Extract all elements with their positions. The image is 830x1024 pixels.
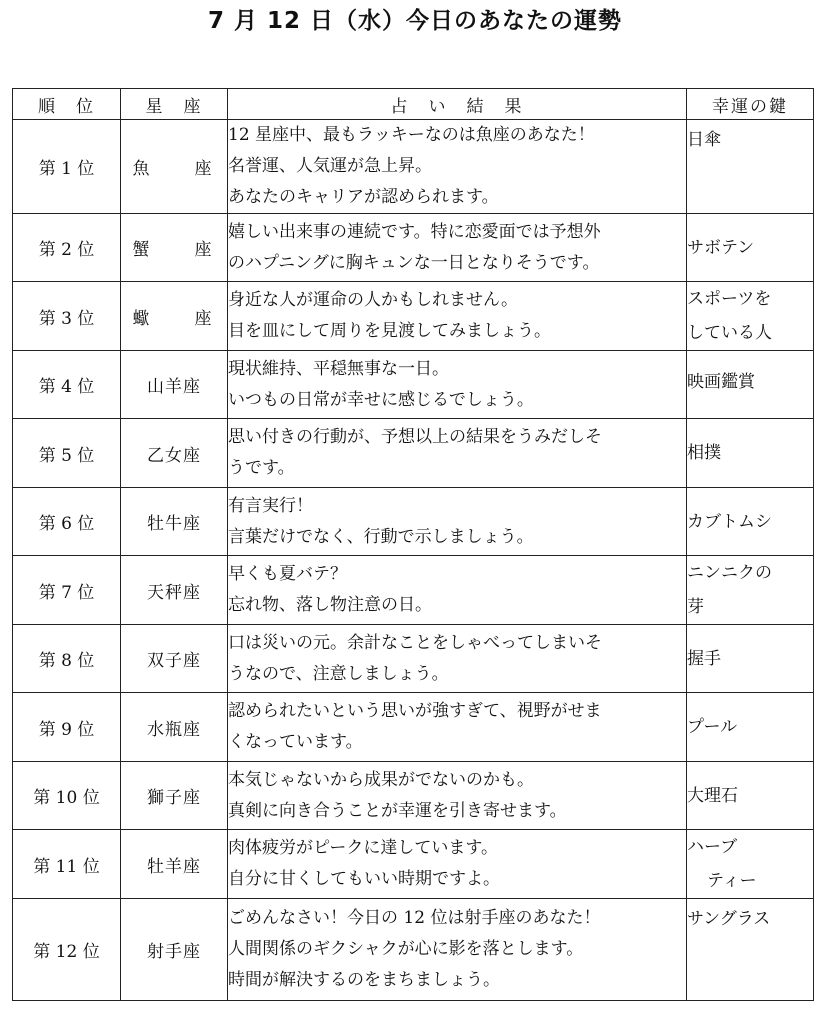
result-cell [228, 419, 687, 488]
result-line: いつもの日常が幸せに感じるでしょう。 [228, 389, 534, 410]
table-header-row [13, 89, 814, 120]
rank-cell: 第 10 位 [13, 762, 121, 830]
result-cell [228, 693, 687, 762]
sign-cell: 獅子座 [121, 762, 228, 830]
rank-cell: 第 12 位 [13, 899, 121, 1001]
table-row [13, 556, 814, 625]
table-row [13, 899, 814, 1001]
lucky-key: 映画鑑賞 [687, 372, 755, 392]
rank-cell: 第 5 位 [13, 419, 121, 488]
result-cell [228, 282, 687, 351]
table-row [13, 625, 814, 693]
result-line: 時間が解決するのをまちましょう。 [228, 970, 500, 990]
result-line: 本気じゃないから成果がでないのかも。 [228, 769, 534, 790]
lucky-key: している人 [687, 323, 772, 343]
lucky-key-cell [687, 419, 814, 488]
sign-cell: 蠍 座 [121, 282, 228, 351]
lucky-key: サボテン [687, 237, 755, 258]
sign-cell: 牡牛座 [121, 488, 228, 556]
result-cell [228, 899, 687, 1001]
sign-cell: 魚 座 [121, 120, 228, 214]
result-line: 現状維持、平穏無事な一日。 [228, 358, 449, 379]
result-line: うです。 [228, 458, 295, 478]
page-title: 7 月 12 日（水）今日のあなたの運勢 [207, 8, 623, 34]
rank-cell: 第 4 位 [13, 351, 121, 419]
rank-cell: 第 8 位 [13, 625, 121, 693]
result-line: 忘れ物、落し物注意の日。 [228, 595, 432, 615]
rank-cell: 第 1 位 [13, 120, 121, 214]
result-line: 言葉だけでなく、行動で示しましょう。 [228, 526, 534, 547]
sign-cell: 射手座 [121, 899, 228, 1001]
result-line: 認められたいという思いが強すぎて、視野がせま [228, 701, 602, 721]
result-cell [228, 625, 687, 693]
lucky-key-cell [687, 556, 814, 625]
sign-cell: 双子座 [121, 625, 228, 693]
result-line: うなので、注意しましょう。 [228, 663, 449, 684]
rank-cell: 第 3 位 [13, 282, 121, 351]
lucky-key-cell [687, 282, 814, 351]
result-line: 身近な人が運命の人かもしれません。 [228, 290, 519, 310]
result-line: くなっています。 [228, 732, 363, 752]
table-row [13, 419, 814, 488]
result-cell [228, 488, 687, 556]
rank-cell: 第 6 位 [13, 488, 121, 556]
table-row [13, 830, 814, 899]
table-row [13, 351, 814, 419]
result-line: 名誉運、人気運が急上昇。 [228, 156, 432, 176]
result-cell [228, 214, 687, 282]
table-row [13, 693, 814, 762]
lucky-key: 芽 [687, 597, 704, 617]
lucky-key: ニンニクの [687, 563, 772, 583]
sign-cell: 蟹 座 [121, 214, 228, 282]
rank-cell: 第 11 位 [13, 830, 121, 899]
header-rank: 順 位 [13, 89, 121, 120]
result-line: 早くも夏バテ？ [228, 564, 347, 584]
result-cell [228, 351, 687, 419]
result-line: 嬉しい出来事の連続です。特に恋愛面では予想外 [228, 221, 601, 242]
table-row [13, 120, 814, 214]
result-line: 有言実行！ [228, 495, 313, 516]
result-cell [228, 120, 687, 214]
lucky-key-cell [687, 693, 814, 762]
result-line: あなたのキャリアが認められます。 [228, 187, 499, 207]
lucky-key: カブトムシ [687, 511, 772, 532]
lucky-key: 大理石 [687, 785, 738, 806]
lucky-key: ハーブ [687, 837, 738, 857]
lucky-key: 相撲 [687, 443, 721, 463]
lucky-key: ティー [707, 871, 757, 891]
lucky-key: スポーツを [687, 289, 772, 309]
table-row [13, 214, 814, 282]
rank-cell: 第 7 位 [13, 556, 121, 625]
sign-cell: 水瓶座 [121, 693, 228, 762]
lucky-key: 日傘 [687, 130, 721, 150]
lucky-key-cell [687, 830, 814, 899]
lucky-key-cell [687, 351, 814, 419]
result-cell [228, 830, 687, 899]
table-row [13, 282, 814, 351]
table-row [13, 488, 814, 556]
result-cell [228, 556, 687, 625]
table-row [13, 762, 814, 830]
result-line: 自分に甘くしてもいい時期ですよ。 [228, 869, 500, 889]
result-line: のハプニングに胸キュンな一日となりそうです。 [228, 252, 600, 273]
result-cell [228, 762, 687, 830]
result-line: 思い付きの行動が、予想以上の結果をうみだしそ [228, 427, 602, 447]
result-line: ごめんなさい！今日の 12 位は射手座のあなた！ [228, 908, 601, 928]
result-line: 肉体疲労がピークに達しています。 [228, 838, 498, 858]
lucky-key-cell [687, 899, 814, 1001]
rank-cell: 第 2 位 [13, 214, 121, 282]
header-sign: 星 座 [121, 89, 228, 120]
lucky-key-cell [687, 120, 814, 214]
lucky-key: 握手 [687, 648, 721, 669]
lucky-key-cell [687, 625, 814, 693]
sign-cell: 天秤座 [121, 556, 228, 625]
sign-cell: 山羊座 [121, 351, 228, 419]
lucky-key-cell [687, 214, 814, 282]
sign-cell: 牡羊座 [121, 830, 228, 899]
result-line: 12 星座中、最もラッキーなのは魚座のあなた！ [228, 125, 595, 145]
result-line: 真剣に向き合うことが幸運を引き寄せます。 [228, 800, 567, 821]
lucky-key-cell [687, 488, 814, 556]
result-line: 人間関係のギクシャクが心に影を落とします。 [228, 939, 584, 959]
lucky-key-cell [687, 762, 814, 830]
sign-cell: 乙女座 [121, 419, 228, 488]
result-line: 口は災いの元。余計なことをしゃべってしまいそ [228, 632, 602, 653]
result-line: 目を皿にして周りを見渡してみましょう。 [228, 321, 551, 341]
header-key: 幸運の鍵 [687, 89, 814, 120]
horoscope-table [12, 88, 814, 1001]
lucky-key: プール [687, 717, 738, 737]
lucky-key: サングラス [687, 909, 771, 929]
header-result: 占 い 結 果 [228, 89, 687, 120]
rank-cell: 第 9 位 [13, 693, 121, 762]
